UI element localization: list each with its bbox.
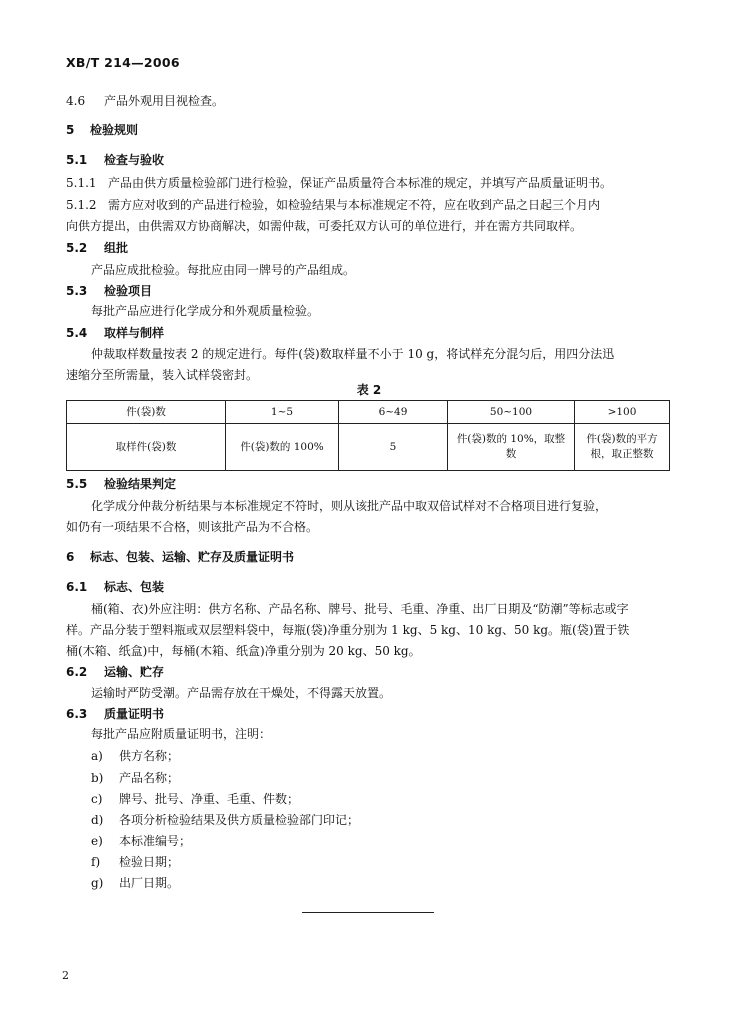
clause-title: 检查与验收 [104,153,165,167]
clause-number: 4.6 [66,94,86,108]
list-item [91,813,359,827]
section-title: 标志、包装、运输、贮存及质量证明书 [90,550,295,564]
section-6-heading [66,550,294,564]
clause-number: 5.1.2 [66,198,97,212]
standard-code: XB/T 214—2006 [66,55,180,70]
clause-5-3-text: 每批产品应进行化学成分和外观质量检验。 [91,304,320,318]
clause-text: 产品外观用目视检查。 [104,94,225,108]
clause-number: 5.1 [66,153,88,167]
clause-title: 检验项目 [104,284,153,298]
clause-title: 检验结果判定 [104,477,177,491]
end-rule [302,912,434,913]
list-item [91,834,191,848]
clause-number: 5.1.1 [66,176,97,190]
list-item [91,771,179,785]
clause-5-4-line1: 仲裁取样数量按表 2 的规定进行。每件(袋)数取样量不小于 10 g，将试样充分混匀后，用四分法迅 [91,347,615,361]
item-letter: f) [91,855,101,869]
table-cell: 件(袋)数的 100% [226,424,339,471]
table-cell: >100 [575,401,670,424]
clause-5-1-1 [66,176,612,190]
item-letter: g) [91,876,104,890]
clause-5-5-line1: 化学成分仲裁分析结果与本标准规定不符时，则从该批产品中取双倍试样对不合格项目进行复验， [91,499,608,513]
clause-title: 取样与制样 [104,326,165,340]
clause-5-2-heading [66,241,128,255]
list-item [91,792,299,806]
table-caption: 表 2 [356,383,382,397]
item-text: 牌号、批号、净重、毛重、件数； [119,792,300,806]
item-text: 本标准编号； [119,834,192,848]
clause-title: 标志、包装 [104,580,165,594]
item-text: 产品名称； [119,771,180,785]
clause-5-1-heading [66,153,164,167]
list-item [91,855,179,869]
clause-5-1-2-line2: 向供方提出，由供需双方协商解决，如需仲裁，可委托双方认可的单位进行，并在需方共同取样。 [66,219,583,233]
table-row [67,424,670,471]
item-text: 检验日期； [119,855,180,869]
clause-6-1-heading [66,580,164,594]
item-letter: c) [91,792,103,806]
clause-6-3-heading [66,707,164,721]
list-item [91,876,179,890]
clause-5-3-heading [66,284,152,298]
section-5-heading [66,123,138,137]
table-cell: 5 [339,424,448,471]
item-letter: d) [91,813,104,827]
table-header-row [67,401,670,424]
section-title: 检验规则 [90,123,139,137]
item-letter: a) [91,749,103,763]
clause-5-4-heading [66,326,164,340]
list-item [91,749,179,763]
clause-5-5-heading [66,477,176,491]
clause-6-1-line1: 桶(箱、衣)外应注明：供方名称、产品名称、牌号、批号、毛重、净重、出厂日期及“防潮”等标志或字 [91,602,629,616]
clause-6-2-heading [66,665,164,679]
section-number: 6 [66,550,75,564]
item-text: 供方名称； [119,749,180,763]
clause-number: 5.4 [66,326,88,340]
table-cell: 6~49 [339,401,448,424]
item-text: 出厂日期。 [119,876,180,890]
table-cell: 件(袋)数的 10%，取整数 [448,424,575,471]
clause-number: 6.3 [66,707,88,721]
clause-6-1-line2: 样。产品分装于塑料瓶或双层塑料袋中，每瓶(袋)净重分别为 1 kg、5 kg、10 kg、50 kg。瓶(袋)置于铁 [66,623,630,637]
clause-title: 组批 [104,241,129,255]
clause-6-3-text: 每批产品应附质量证明书，注明： [91,727,272,741]
clause-number: 6.1 [66,580,88,594]
clause-title: 运输、贮存 [104,665,165,679]
clause-number: 6.2 [66,665,88,679]
table-cell: 取样件(袋)数 [67,424,226,471]
clause-text: 需方应对收到的产品进行检验，如检验结果与本标准规定不符，应在收到产品之日起三个月内 [108,198,601,212]
clause-6-1-line3: 桶(木箱、纸盒)中，每桶(木箱、纸盒)净重分别为 20 kg、50 kg。 [66,644,421,658]
clause-number: 5.2 [66,241,88,255]
page-number: 2 [62,969,69,982]
item-letter: b) [91,771,104,785]
clause-5-4-line2: 速缩分至所需量，装入试样袋密封。 [66,368,259,382]
clause-6-2-text: 运输时严防受潮。产品需存放在干燥处，不得露天放置。 [91,686,392,700]
item-text: 各项分析检验结果及供方质量检验部门印记； [119,813,360,827]
section-number: 5 [66,123,75,137]
clause-text: 产品由供方质量检验部门进行检验，保证产品质量符合本标准的规定，并填写产品质量证明书。 [108,176,613,190]
clause-4-6 [66,94,224,108]
clause-number: 5.5 [66,477,88,491]
table-cell: 件(袋)数的平方根，取正整数 [575,424,670,471]
sampling-table [66,400,670,471]
table-cell: 50~100 [448,401,575,424]
clause-5-2-text: 产品应成批检验。每批应由同一牌号的产品组成。 [91,263,356,277]
table-cell: 件(袋)数 [67,401,226,424]
clause-title: 质量证明书 [104,707,165,721]
clause-number: 5.3 [66,284,88,298]
table-cell: 1~5 [226,401,339,424]
clause-5-5-line2: 如仍有一项结果不合格，则该批产品为不合格。 [66,520,319,534]
item-letter: e) [91,834,103,848]
clause-5-1-2-line1 [66,198,600,212]
